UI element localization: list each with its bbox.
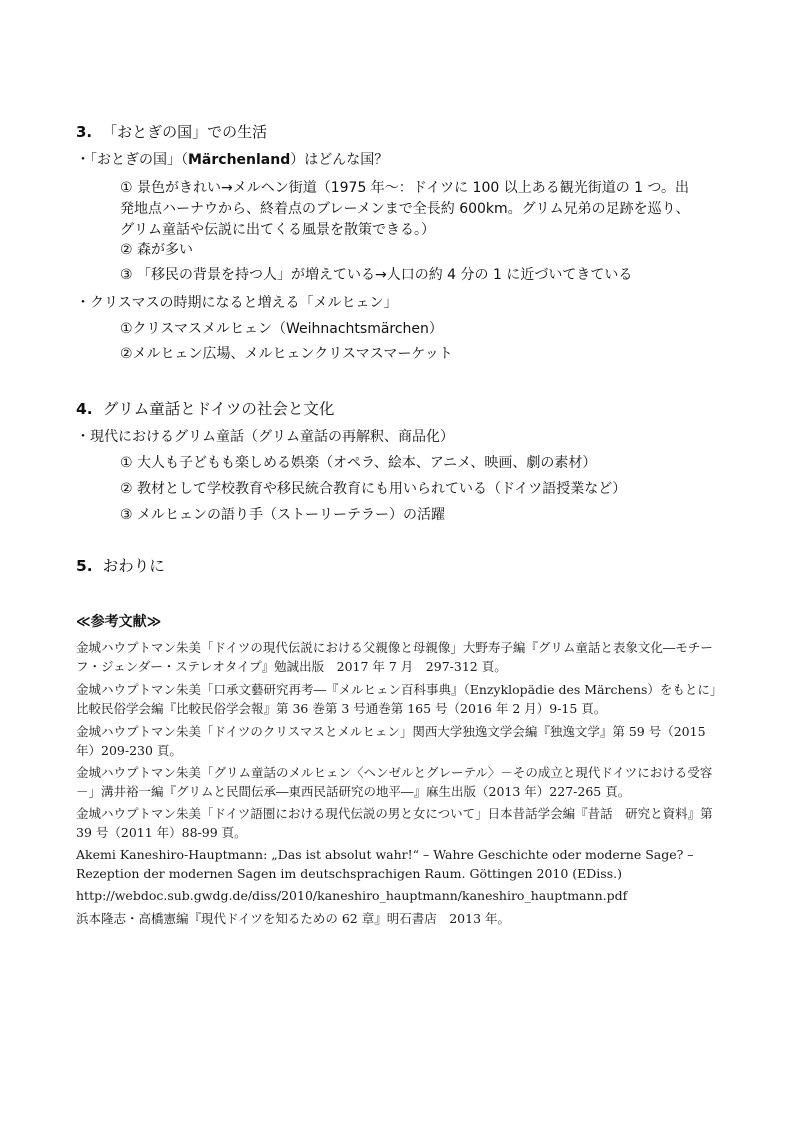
section-4-number: 4. <box>76 400 93 418</box>
section-3-item-3: ③ 「移民の背景を持つ人」が増えている→人口の約 4 分の 1 に近づいてきている <box>120 267 633 283</box>
section-5-heading <box>76 556 165 576</box>
section-4-item-1: ① 大人も子どもも楽しめる娯楽（オペラ、絵本、アニメ、映画、劇の素材） <box>120 455 597 471</box>
bullet-1-prefix: ・「おとぎの国」（ <box>76 152 188 168</box>
section-3-item-4: ①クリスマスメルヒェン（Weihnachtsmärchen） <box>120 321 443 337</box>
reference-4: 金城ハウプトマン朱美「グリム童話のメルヒェン〈ヘンゼルとグレーテル〉－その成立と現代ドイツにおける受容－」溝井裕一編『グリムと民間伝承―東西民話研究の地平―』麻生出版（2013 年）227-265 頁。 <box>76 765 713 799</box>
reference-3: 金城ハウプトマン朱美「ドイツのクリスマスとメルヒェン」関西大学独逸文学会編『独逸文学』第 59 号（2015 年）209-230 頁。 <box>76 724 706 758</box>
section-5-number: 5. <box>76 557 93 575</box>
section-3-number: 3. <box>76 123 93 141</box>
reference-1: 金城ハウプトマン朱美「ドイツの現代伝説における父親像と母親像」大野寿子編『グリム童話と表象文化―モチーフ・ジェンダー・ステレオタイプ』勉誠出版 2017 年 7 月 297-312 頁。 <box>76 640 713 674</box>
section-3-item-1: ① 景色がきれい→メルヘン街道（1975 年～：ドイツに 100 以上ある観光街道の 1 つ。出発地点ハーナウから、終着点のブレーメンまで全長約 600km。グリム兄弟の足跡を巡り、グリム童話や伝説に出てくる風景を散策できる。） <box>120 180 690 238</box>
reference-7: 浜本隆志・高橋憲編『現代ドイツを知るための 62 章』明石書店 2013 年。 <box>76 911 511 926</box>
reference-2: 金城ハウプトマン朱美「口承文藝研究再考―『メルヒェン百科事典』（Enzyklopädie des Märchens）をもとに」比較民俗学会編『比較民俗学会報』第 36 巻第 3 号通巻第 165 号（2016 年 2 月）9-15 頁。 <box>76 682 723 716</box>
reference-url[interactable]: http://webdoc.sub.gwdg.de/diss/2010/kaneshiro_hauptmann/kaneshiro_hauptmann.pdf <box>76 888 628 903</box>
section-3-item-2: ② 森が多い <box>120 242 194 258</box>
section-5-title: おわりに <box>102 557 165 575</box>
section-3-bullet-2: ・クリスマスの時期になると増える「メルヒェン」 <box>76 295 398 311</box>
section-3-heading <box>76 122 267 142</box>
reference-6: Akemi Kaneshiro-Hauptmann: „Das ist absolut wahr!“ – Wahre Geschichte oder moderne Sage? – Rezeption der modernen Sagen im deutschsprachigen Raum. Göttingen 2010 (EDiss.) <box>76 847 694 881</box>
references-title: ≪参考文献≫ <box>76 614 162 630</box>
section-4-item-2: ② 教材として学校教育や移民統合教育にも用いられている（ドイツ語授業など） <box>120 481 627 497</box>
bullet-1-bold-term: Märchenland <box>188 152 291 168</box>
bullet-1-suffix: ）はどんな国？ <box>290 152 389 168</box>
section-3-item-5: ②メルヒェン広場、メルヒェンクリスマスマーケット <box>120 346 453 362</box>
section-3-bullet-1 <box>76 150 388 170</box>
section-4-title: グリム童話とドイツの社会と文化 <box>102 400 335 418</box>
reference-5: 金城ハウプトマン朱美「ドイツ語圏における現代伝説の男と女について」日本昔話学会編『昔話 研究と資料』第 39 号（2011 年）88-99 頁。 <box>76 806 713 840</box>
section-4-heading <box>76 399 334 419</box>
section-4-item-3: ③ メルヒェンの語り手（ストーリーテラー）の活躍 <box>120 507 445 523</box>
section-4-bullet-1: ・現代におけるグリム童話（グリム童話の再解釈、商品化） <box>76 429 454 445</box>
section-3-title: 「おとぎの国」での生活 <box>102 123 268 141</box>
